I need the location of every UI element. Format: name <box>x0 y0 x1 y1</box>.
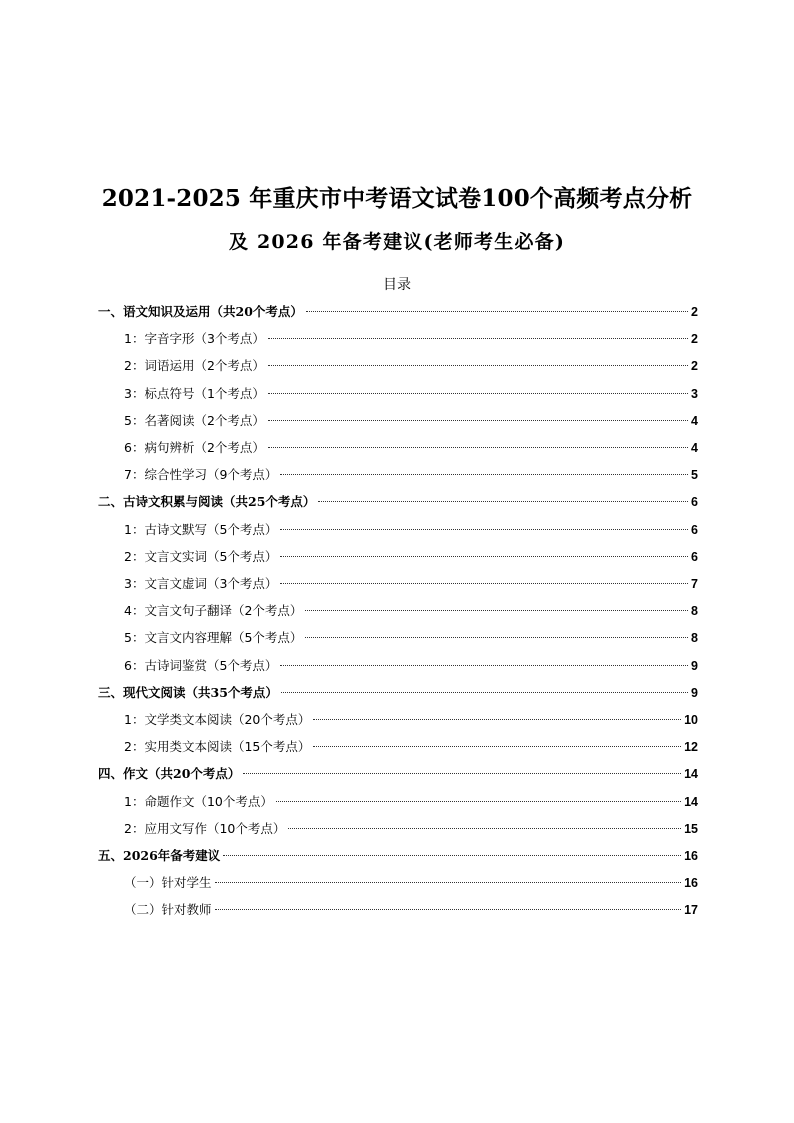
toc-dot-leader <box>243 773 681 774</box>
toc-section-entry[interactable] <box>98 682 698 704</box>
toc-subsection-entry[interactable] <box>124 709 698 731</box>
document-subtitle: 及 2026 年备考建议(老师考生必备) <box>228 231 566 253</box>
toc-entry-label: 7：综合性学习（9个考点） <box>124 467 278 483</box>
toc-section-entry[interactable] <box>98 491 698 513</box>
toc-page-number: 4 <box>691 413 698 428</box>
toc-page-number: 9 <box>691 658 698 673</box>
toc-page-number: 8 <box>691 604 698 619</box>
toc-dot-leader <box>215 882 682 883</box>
toc-entry-label: 4：文言文句子翻译（2个考点） <box>124 603 303 619</box>
toc-entry-label: 5：文言文内容理解（5个考点） <box>124 630 303 646</box>
toc-entry-label: 2：应用文写作（10个考点） <box>124 820 286 836</box>
document-title: 2021-2025 年重庆市中考语文试卷100个高频考点分析 <box>101 185 693 212</box>
toc-page-number: 16 <box>684 876 698 891</box>
toc-entry-label: 1：命题作文（10个考点） <box>124 793 273 809</box>
toc-dot-leader <box>280 474 688 475</box>
toc-entry-label: 6：病句辨析（2个考点） <box>124 440 265 455</box>
toc-dot-leader <box>223 855 681 856</box>
toc-subsection-entry[interactable] <box>124 627 698 649</box>
toc-page-number: 7 <box>691 577 698 591</box>
toc-section-entry[interactable] <box>98 763 698 785</box>
toc-subsection-entry[interactable] <box>124 410 698 432</box>
toc-subsection-entry[interactable] <box>124 791 698 813</box>
toc-dot-leader <box>268 420 688 421</box>
toc-entry-label: 二、古诗文积累与阅读（共25个考点） <box>98 494 316 510</box>
toc-entry-label: 三、现代文阅读（共35个考点） <box>98 684 278 700</box>
toc-dot-leader <box>268 338 688 339</box>
toc-entry-label: 3：文言文虚词（3个考点） <box>124 576 278 591</box>
toc-subsection-entry[interactable] <box>124 818 698 840</box>
toc-dot-leader <box>280 583 688 584</box>
toc-entry-label: 四、作文（共20个考点） <box>98 766 241 782</box>
toc-page-number: 6 <box>691 549 698 564</box>
toc-dot-leader <box>268 393 688 394</box>
toc-entry-label: 1：古诗文默写（5个考点） <box>124 521 278 537</box>
toc-page-number: 8 <box>691 631 698 646</box>
toc-page-number: 6 <box>691 495 698 510</box>
toc-section-entry[interactable] <box>98 301 698 323</box>
toc-dot-leader <box>313 746 681 747</box>
toc-page-number: 6 <box>691 522 698 537</box>
toc-subsection-entry[interactable] <box>124 736 698 758</box>
toc-dot-leader <box>288 828 681 829</box>
toc-entry-label: 1：字音字形（3个考点） <box>124 331 265 347</box>
toc-subsection-entry[interactable] <box>124 655 698 677</box>
toc-page-number: 2 <box>691 332 698 347</box>
toc-entry-label: 1：文学类文本阅读（20个考点） <box>124 712 311 727</box>
toc-dot-leader <box>305 610 688 611</box>
toc-subsection-entry[interactable] <box>124 355 698 377</box>
toc-dot-leader <box>280 556 688 557</box>
toc-entry-label: （二）针对教师 <box>124 902 212 918</box>
toc-page-number: 17 <box>684 903 698 918</box>
toc-entry-label: 5：名著阅读（2个考点） <box>124 412 265 428</box>
toc-subsection-entry[interactable] <box>124 519 698 541</box>
toc-dot-leader <box>280 529 688 530</box>
toc-dot-leader <box>313 719 681 720</box>
toc-subsection-entry[interactable] <box>124 600 698 622</box>
toc-page-number: 10 <box>684 713 698 727</box>
toc-entry-label: 3：标点符号（1个考点） <box>124 385 265 401</box>
toc-subsection-entry[interactable] <box>124 899 698 921</box>
toc-page-number: 14 <box>684 767 698 782</box>
toc-subsection-entry[interactable] <box>124 437 698 459</box>
toc-dot-leader <box>276 801 681 802</box>
toc-subsection-entry[interactable] <box>124 872 698 894</box>
toc-subsection-entry[interactable] <box>124 328 698 350</box>
toc-dot-leader <box>281 692 688 693</box>
toc-entry-label: （一）针对学生 <box>124 875 212 891</box>
toc-page-number: 9 <box>691 685 698 700</box>
toc-page-number: 16 <box>684 849 698 863</box>
toc-page-number: 14 <box>684 794 698 809</box>
toc-subsection-entry[interactable] <box>124 464 698 486</box>
toc-dot-leader <box>306 311 688 312</box>
toc-page-number: 5 <box>691 468 698 483</box>
toc-dot-leader <box>280 665 688 666</box>
toc-dot-leader <box>268 365 688 366</box>
toc-entry-label: 一、语文知识及运用（共20个考点） <box>98 304 303 319</box>
toc-subsection-entry[interactable] <box>124 546 698 568</box>
toc-entry-label: 2：词语运用（2个考点） <box>124 358 265 374</box>
toc-page-number: 2 <box>691 359 698 374</box>
toc-dot-leader <box>268 447 688 448</box>
toc-dot-leader <box>305 637 688 638</box>
toc-entry-label: 2：实用类文本阅读（15个考点） <box>124 739 311 755</box>
toc-dot-leader <box>215 909 682 910</box>
toc-entry-label: 2：文言文实词（5个考点） <box>124 548 278 564</box>
toc-entry-label: 五、2026年备考建议 <box>98 848 221 863</box>
toc-page-number: 12 <box>684 740 698 755</box>
toc-subsection-entry[interactable] <box>124 383 698 405</box>
toc-entry-label: 6：古诗词鉴赏（5个考点） <box>124 657 278 673</box>
toc-page-number: 2 <box>691 305 698 319</box>
toc-page-number: 3 <box>691 386 698 401</box>
toc-page-number: 15 <box>684 821 698 836</box>
toc-dot-leader <box>318 501 688 502</box>
toc-subsection-entry[interactable] <box>124 573 698 595</box>
toc-page-number: 4 <box>691 441 698 455</box>
toc-heading: 目录 <box>383 277 411 293</box>
toc-section-entry[interactable] <box>98 845 698 867</box>
